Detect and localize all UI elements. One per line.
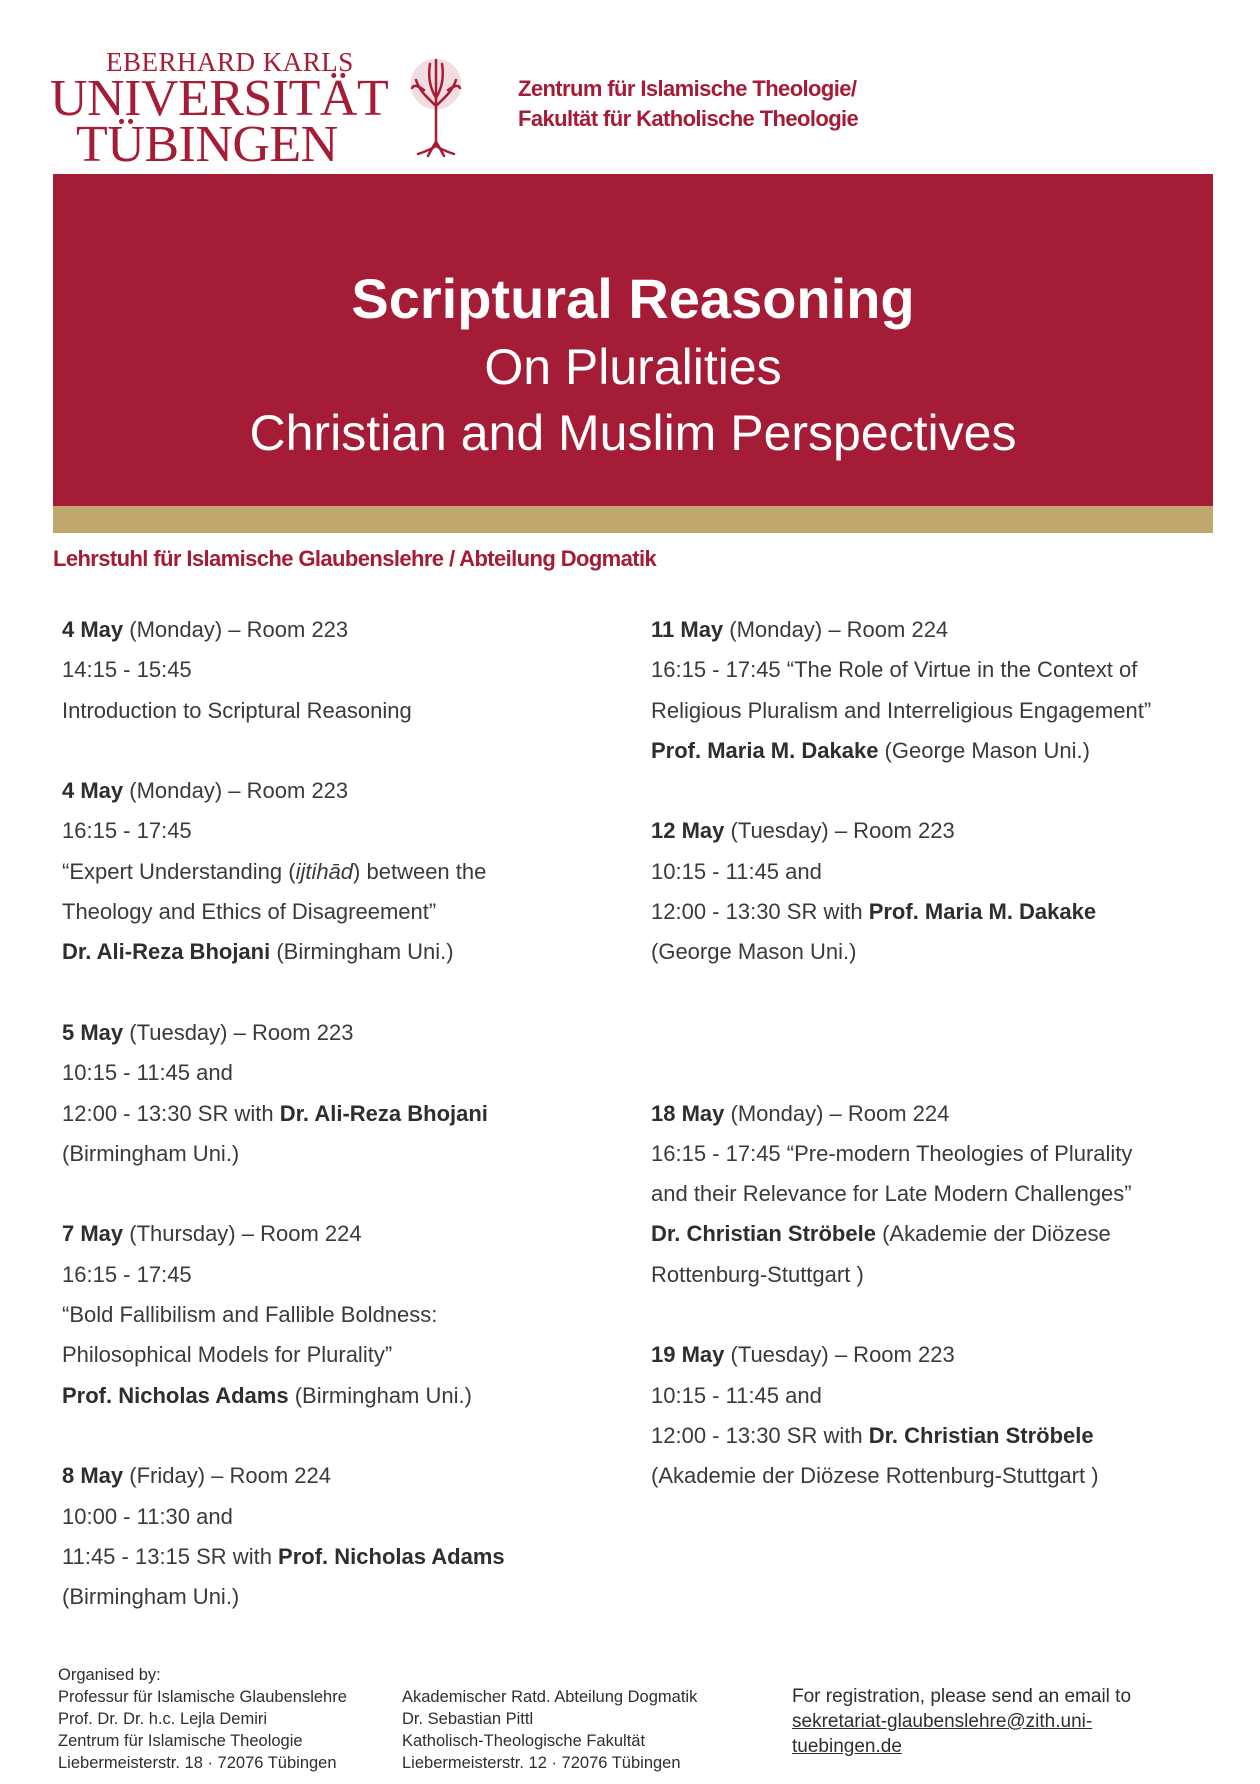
title-banner xyxy=(53,174,1213,506)
schedule-left-column xyxy=(62,610,622,1617)
speaker-name: Dr. Ali-Reza Bhojani xyxy=(279,1100,488,1126)
university-logo xyxy=(50,47,389,173)
session-title: Theology and Ethics of Disagreement” xyxy=(62,899,437,925)
session-day-room: (Monday) – Room 224 xyxy=(723,617,949,642)
gold-divider xyxy=(53,506,1213,533)
session-title: 16:15 - 17:45 “The Role of Virtue in the Context of xyxy=(651,657,1138,683)
session-day-room: (Monday) – Room 223 xyxy=(123,778,349,804)
organiser-line: Akademischer Ratd. Abteilung Dogmatik xyxy=(402,1688,698,1706)
logo-line-1: EBERHARD KARLS xyxy=(106,47,354,77)
email-part-2: tuebingen.de xyxy=(792,1736,902,1757)
speaker-affiliation: (Akademie der Diözese Rottenburg-Stuttgart ) xyxy=(651,1463,1099,1489)
speaker-affiliation: Rottenburg-Stuttgart ) xyxy=(651,1261,864,1287)
session-date: 12 May xyxy=(651,818,725,844)
organiser-block-1 xyxy=(58,1664,347,1774)
speaker-affiliation: (Birmingham Uni.) xyxy=(62,1584,240,1610)
speaker-name: Prof. Nicholas Adams xyxy=(62,1382,289,1408)
session-speaker xyxy=(62,1376,622,1416)
session-day-room: (Tuesday) – Room 223 xyxy=(724,1342,955,1368)
session-header xyxy=(651,610,1211,650)
session-header xyxy=(651,1335,1211,1375)
session-time: 14:15 - 15:45 xyxy=(62,657,192,683)
session-title: 16:15 - 17:45 “Pre-modern Theologies of Plurality xyxy=(651,1140,1133,1166)
session-title: “Bold Fallibilism and Fallible Boldness: xyxy=(62,1302,438,1328)
session-day-room: (Monday) – Room 223 xyxy=(123,617,349,642)
session-title: Religious Pluralism and Interreligious Engagement” xyxy=(651,697,1152,723)
speaker-affiliation: (George Mason Uni.) xyxy=(651,939,857,965)
email-part-1: sekretariat-glaubenslehre@zith.uni- xyxy=(792,1711,1093,1732)
organiser-line: Professur für Islamische Glaubenslehre xyxy=(58,1688,347,1706)
session-date: 19 May xyxy=(651,1342,725,1368)
tree-logo-icon xyxy=(406,54,466,158)
session-date: 4 May xyxy=(62,617,124,642)
session-header xyxy=(62,771,622,811)
speaker-affiliation: (Birmingham Uni.) xyxy=(288,1382,472,1408)
session-time: 16:15 - 17:45 xyxy=(62,1261,192,1287)
session-time: 10:15 - 11:45 and xyxy=(62,1060,233,1086)
session-day-room: (Monday) – Room 224 xyxy=(724,1100,950,1126)
speaker-name: Prof. Maria M. Dakake xyxy=(868,899,1097,925)
session-time: 16:15 - 17:45 xyxy=(62,818,192,844)
session-title: Introduction to Scriptural Reasoning xyxy=(62,697,412,723)
schedule-right-column xyxy=(651,610,1211,1497)
session-time xyxy=(62,1094,622,1134)
session-date: 5 May xyxy=(62,1019,124,1045)
session-time-part: 11:45 - 13:15 SR with xyxy=(62,1543,279,1569)
session-date: 7 May xyxy=(62,1221,124,1247)
organiser-line: Prof. Dr. Dr. h.c. Lejla Demiri xyxy=(58,1710,268,1728)
session-header xyxy=(651,1094,1211,1134)
session-title-part: ) between the xyxy=(353,858,487,884)
registration-text: For registration, please send an email to xyxy=(792,1686,1132,1707)
organiser-line: Dr. Sebastian Pittl xyxy=(402,1710,534,1728)
session-time xyxy=(651,1416,1211,1456)
speaker-name: Dr. Christian Ströbele xyxy=(868,1422,1094,1448)
event-title: Scriptural Reasoning xyxy=(351,267,915,330)
session-title xyxy=(62,852,622,892)
faculty-line-1: Zentrum für Islamische Theologie/ xyxy=(518,76,857,101)
speaker-name: Prof. Maria M. Dakake xyxy=(651,737,879,763)
organiser-line: Liebermeisterstr. 18 · 72076 Tübingen xyxy=(58,1754,337,1772)
session-date: 4 May xyxy=(62,778,124,804)
session-day-room: (Tuesday) – Room 223 xyxy=(724,818,955,844)
speaker-affiliation: (Akademie der Diözese xyxy=(875,1221,1111,1247)
session-speaker xyxy=(62,932,622,972)
session-date: 8 May xyxy=(62,1463,124,1489)
organiser-block-2 xyxy=(402,1686,697,1774)
event-subtitle-2: Christian and Muslim Perspectives xyxy=(249,405,1017,461)
session-title-part: “Expert Understanding ( xyxy=(62,858,296,884)
session-header xyxy=(62,610,622,650)
faculty-line-2: Fakultät für Katholische Theologie xyxy=(518,106,859,131)
registration-email-link[interactable] xyxy=(792,1711,1092,1757)
session-time-part: 12:00 - 13:30 SR with xyxy=(62,1100,280,1126)
session-time: 10:15 - 11:45 and xyxy=(651,1382,822,1408)
session-speaker xyxy=(651,1214,1211,1254)
session-time-part: 12:00 - 13:30 SR with xyxy=(651,899,869,925)
registration-block xyxy=(792,1684,1131,1759)
speaker-affiliation: (George Mason Uni.) xyxy=(878,737,1090,763)
speaker-name: Prof. Nicholas Adams xyxy=(278,1543,505,1569)
chair-heading: Lehrstuhl für Islamische Glaubenslehre / Abteilung Dogmatik xyxy=(53,546,657,571)
session-title-term: ijtihād xyxy=(295,858,354,884)
organised-by-label: Organised by: xyxy=(58,1666,161,1684)
session-title: Philosophical Models for Plurality” xyxy=(62,1342,393,1368)
session-speaker xyxy=(651,731,1211,771)
speaker-affiliation: (Birmingham Uni.) xyxy=(62,1140,240,1166)
session-header xyxy=(651,811,1211,851)
logo-line-2: UNIVERSITÄT xyxy=(50,70,389,127)
session-day-room: (Thursday) – Room 224 xyxy=(123,1221,362,1247)
speaker-affiliation: (Birmingham Uni.) xyxy=(270,939,454,965)
session-day-room: (Tuesday) – Room 223 xyxy=(123,1019,354,1045)
session-time: 10:00 - 11:30 and xyxy=(62,1503,233,1529)
event-subtitle-1: On Pluralities xyxy=(484,339,782,395)
session-header xyxy=(62,1456,622,1496)
organiser-line: Liebermeisterstr. 12 · 72076 Tübingen xyxy=(402,1754,681,1772)
faculty-name xyxy=(518,74,858,134)
session-time-part: 12:00 - 13:30 SR with xyxy=(651,1422,869,1448)
session-time: 10:15 - 11:45 and xyxy=(651,858,822,884)
session-date: 18 May xyxy=(651,1100,725,1126)
session-time xyxy=(651,892,1211,932)
session-title: and their Relevance for Late Modern Challenges” xyxy=(651,1181,1132,1207)
speaker-name: Dr. Christian Ströbele xyxy=(651,1221,876,1247)
organiser-line: Katholisch-Theologische Fakultät xyxy=(402,1732,646,1750)
organiser-line: Zentrum für Islamische Theologie xyxy=(58,1732,303,1750)
session-date: 11 May xyxy=(651,617,724,642)
session-day-room: (Friday) – Room 224 xyxy=(123,1463,332,1489)
speaker-name: Dr. Ali-Reza Bhojani xyxy=(62,939,271,965)
session-header xyxy=(62,1013,622,1053)
session-header xyxy=(62,1214,622,1254)
session-time xyxy=(62,1537,622,1577)
logo-line-3: TÜBINGEN xyxy=(76,116,338,173)
